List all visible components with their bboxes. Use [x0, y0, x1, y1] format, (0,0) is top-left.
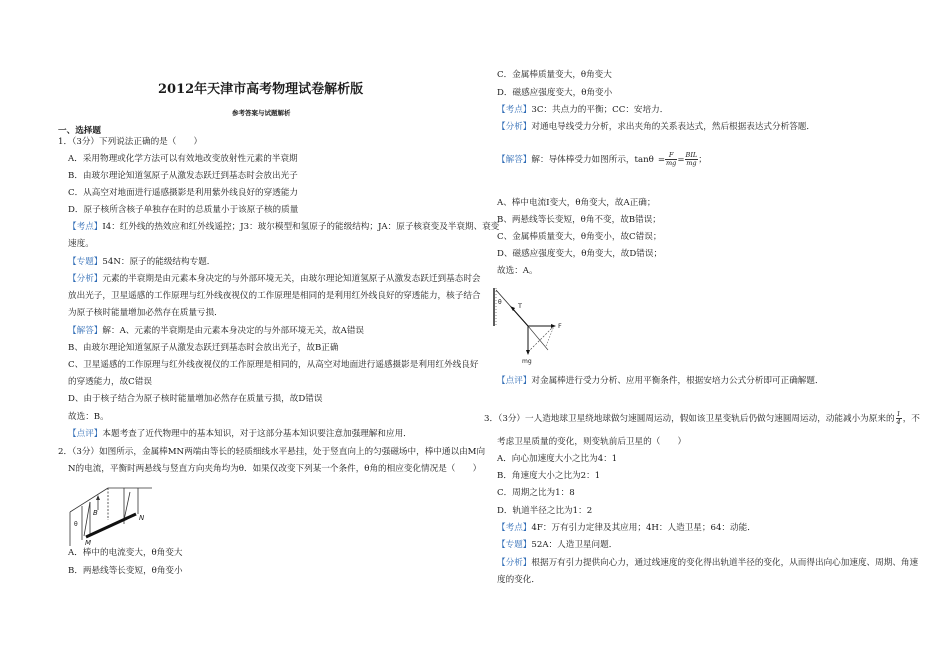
right-text-line: [497, 197, 655, 209]
line-text: C．从高空对地面进行遥感摄影是利用紫外线良好的穿透能力: [68, 188, 299, 198]
section-tag: 【分析】: [68, 274, 103, 284]
left-text-line: [68, 221, 499, 233]
left-text-line: [68, 273, 481, 285]
left-text-line: [68, 547, 183, 559]
line-text: B、两悬线等长变短，θ角不变，故B错误；: [497, 215, 661, 225]
right-text-line: [497, 265, 538, 277]
label-f: F: [558, 322, 562, 330]
right-text-line: [497, 487, 575, 499]
line-text: C、卫星遥感的工作原理与红外线夜视仪的工作原理是相同的，从高空对地面进行遥感摄影是利用红外线良好: [68, 360, 479, 370]
right-text-line: [497, 87, 612, 99]
right-text-line: [497, 104, 668, 116]
right-text-line: [497, 436, 686, 448]
label-theta: θ: [498, 299, 502, 306]
section-tag: 【考点】: [497, 105, 532, 115]
line-text: 故选：A。: [497, 266, 538, 276]
right-text-line: [497, 121, 815, 133]
left-text-line: [68, 565, 183, 577]
rod-magnetic-field-figure: [68, 482, 158, 548]
section-tag: 【考点】: [497, 523, 532, 533]
left-text-line: [68, 393, 322, 405]
line-text: 根据万有引力提供向心力，通过线速度的变化得出轨道半径的变化，从而得出向心加速度、周期、角速: [531, 558, 919, 568]
section-tag: 【专题】: [497, 540, 532, 550]
section-tag: 【点评】: [68, 429, 103, 439]
right-text-line: [497, 505, 592, 517]
right-text-line: [497, 574, 540, 586]
formula-fraction-2: $\frac{\text{BIL}}{mg}$: [685, 151, 698, 167]
line-text: 54N：原子的能级结构专题．: [102, 257, 216, 267]
line-text: N的电流，平衡时两悬线与竖直方向夹角均为θ．如果仅改变下列某一个条件，θ角的相应变化情况是（ ）: [68, 464, 482, 474]
left-text-line: [68, 376, 152, 388]
right-text-line: [497, 231, 661, 243]
left-text-line: [68, 359, 478, 371]
line-text: I4：红外线的热效应和红外线遥控；J3：玻尔模型和氢原子的能级结构；JA：原子核衰变及半衰期、衰变: [102, 222, 500, 232]
q3-fraction: $\frac{1}{4}$: [896, 410, 901, 426]
answer-tag: 【解答】: [497, 155, 532, 165]
paper-title: 2012年天津市高考物理试卷解析版: [158, 82, 364, 97]
right-text-line: [497, 470, 600, 482]
line-text: C、金属棒质量变大，θ角变小，故C错误；: [497, 232, 662, 242]
left-text-line: [68, 428, 412, 440]
right-text-line: [497, 69, 612, 81]
left-text-line: [68, 153, 298, 165]
answer-text: 解：导体棒受力如图所示，tanθ: [531, 155, 654, 165]
question-3-line: 3．（3分）一人造地球卫星绕地球做匀速圆周运动，假如该卫星变轨后仍做匀速圆周运动，动能减小为原来的 $\frac{1}{4}$ ，不: [484, 410, 920, 426]
line-text: D．原子核所含核子单独存在时的总质量小于该原子核的质量: [68, 205, 299, 215]
line-text: D、由于核子结合为原子核时能量增加必然存在质量亏损，故D错误: [68, 394, 323, 404]
section-tag: 【解答】: [68, 326, 103, 336]
label-theta: θ: [74, 521, 78, 528]
label-b: B: [93, 509, 98, 517]
section-tag: 【分析】: [497, 558, 532, 568]
line-text: 为原子核时能量增加必然存在质量亏损．: [68, 308, 223, 318]
line-text: B、由玻尔理论知道氢原子从激发态跃迁到基态时会放出光子，故B正确: [68, 343, 339, 353]
left-text-line: [68, 463, 481, 475]
label-m: M: [85, 539, 92, 547]
line-text: 本题考查了近代物理中的基本知识，对于这部分基本知识要注意加强理解和应用．: [102, 429, 412, 439]
line-text: C．金属棒质量变大，θ角变大: [497, 70, 612, 80]
left-text-line: [68, 256, 215, 268]
left-text-line: [58, 446, 485, 458]
line-text: A．向心加速度大小之比为4：1: [497, 454, 618, 464]
section-tag: 【分析】: [497, 122, 532, 132]
line-text: A．棒中的电流变大，θ角变大: [68, 548, 183, 558]
left-text-line: [68, 342, 338, 354]
line-text: 2．（3分）如图所示，金属棒MN两端由等长的轻质细线水平悬挂，处于竖直向上的匀强磁场中，棒中通以由M向: [58, 447, 486, 457]
line-text: B．两悬线等长变短，θ角变小: [68, 566, 183, 576]
line-text: 4F：万有引力定律及其应用；4H：人造卫星；64：动能．: [531, 523, 756, 533]
line-text: 3C：共点力的平衡；CC：安培力．: [531, 105, 669, 115]
line-text: 放出光子，卫星遥感的工作原理与红外线夜视仪的工作原理是相同的是利用红外线良好的穿透能力，核子结合: [68, 291, 481, 301]
line-text: 考虑卫星质量的变化，则变轨前后卫星的（ ）: [497, 437, 687, 447]
left-text-line: [68, 204, 298, 216]
line-text: B．由玻尔理论知道氢原子从激发态跃迁到基态时会放出光子: [68, 171, 298, 181]
left-text-line: [68, 325, 364, 337]
formula-fraction-1: $\frac{F}{mg}$: [666, 151, 677, 167]
line-text: 速度。: [68, 239, 94, 249]
left-text-line: [68, 411, 109, 423]
label-mg: mg: [522, 358, 532, 365]
right-text-line: [497, 522, 756, 534]
label-n: N: [139, 514, 145, 522]
force-diagram-figure: [492, 286, 572, 366]
line-text: D．磁感应强度变大，θ角变小: [497, 88, 613, 98]
line-text: D、磁感应强度变大，θ角变大，故D错误；: [497, 249, 663, 259]
section-tag: 【考点】: [68, 222, 103, 232]
line-text: 元素的半衰期是由元素本身决定的与外部环境无关，由玻尔理论知道氢原子从激发态跃迁到基态时会: [102, 274, 481, 284]
section-heading: 一、选择题: [58, 126, 101, 136]
left-text-line: [58, 136, 202, 148]
line-text: 对通电导线受力分析，求出夹角的关系表达式，然后根据表达式分析答题．: [531, 122, 815, 132]
metal-rod: [86, 514, 136, 537]
right-text-line: [497, 557, 918, 569]
line-text: 故选：B。: [68, 412, 109, 422]
right-text-line: [497, 539, 617, 551]
left-text-line: [68, 290, 481, 302]
line-text: 1．（3分）下列说法正确的是（ ）: [58, 137, 203, 147]
line-text: 度的变化．: [497, 575, 540, 585]
section-tag: 【点评】: [497, 376, 532, 386]
line-text: 解：A、元素的半衰期是由元素本身决定的与外部环境无关，故A错误: [102, 326, 365, 336]
paper-subtitle: 参考答案与试题解析: [232, 109, 291, 117]
line-text: A、棒中电流I变大，θ角变大，故A正确；: [497, 198, 656, 208]
line-text: D．轨道半径之比为1：2: [497, 506, 593, 516]
left-text-line: [68, 187, 298, 199]
right-text-line: [497, 375, 824, 387]
section-tag: 【专题】: [68, 257, 103, 267]
line-text: A．采用物理或化学方法可以有效地改变放射性元素的半衰期: [68, 154, 298, 164]
left-text-line: [68, 170, 298, 182]
line-text: 对金属棒进行受力分析、应用平衡条件，根据安培力公式分析即可正确解题．: [531, 376, 824, 386]
line-text: C．周期之比为1：8: [497, 488, 575, 498]
right-text-line: [497, 214, 661, 226]
left-text-line: [68, 238, 94, 250]
line-text: 的穿透能力，故C错误: [68, 377, 152, 387]
right-text-line: [497, 453, 617, 465]
right-text-line: [497, 248, 662, 260]
line-text: 52A：人造卫星问题．: [531, 540, 618, 550]
left-text-line: [68, 307, 223, 319]
label-t: T: [518, 302, 522, 310]
answer-line: 【解答】解：导体棒受力如图所示，tanθ = $\frac{F}{mg}$ = $\frac{\text{BIL}}{mg}$ ；: [497, 151, 707, 167]
line-text: B．角速度大小之比为2：1: [497, 471, 601, 481]
